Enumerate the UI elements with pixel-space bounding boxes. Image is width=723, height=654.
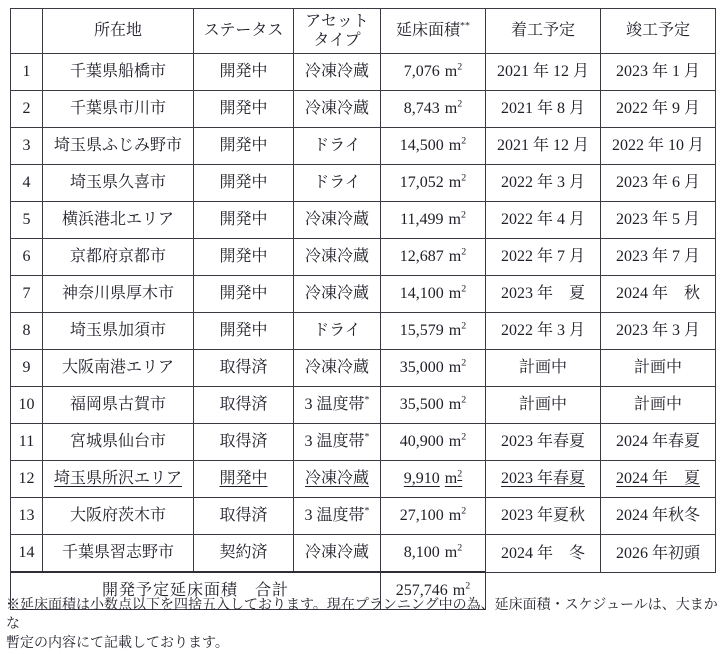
cell-status: 開発中 — [194, 165, 294, 202]
footnote — [6, 597, 718, 654]
table-row — [11, 54, 716, 91]
cell-floor-area: 17,052 $m^2$ — [381, 165, 486, 202]
footnote-line-2: 暫定の内容にて記載しております。 — [6, 635, 229, 651]
cell-asset-type: 冷凍冷蔵 — [294, 202, 381, 239]
cell-location: 埼玉県加須市 — [43, 313, 194, 350]
cell-location: 埼玉県所沢エリア — [43, 461, 194, 498]
cell-floor-area: 14,100 $m^2$ — [381, 276, 486, 313]
cell-asset-type: 冷凍冷蔵 — [294, 91, 381, 128]
cell-location: 横浜港北エリア — [43, 202, 194, 239]
cell-asset-type: 冷凍冷蔵 — [294, 350, 381, 387]
header-status: ステータス — [194, 9, 294, 54]
table-row — [11, 461, 716, 498]
cell-end-date: 2024 年秋冬 — [601, 498, 716, 535]
cell-asset-type: 冷凍冷蔵 — [294, 535, 381, 573]
cell-floor-area: 11,499 $m^2$ — [381, 202, 486, 239]
header-end-date: 竣工予定 — [601, 9, 716, 54]
cell-location: 福岡県古賀市 — [43, 387, 194, 424]
row-number: 2 — [11, 91, 43, 128]
cell-status: 取得済 — [194, 387, 294, 424]
header-row — [11, 9, 716, 54]
row-number: 14 — [11, 535, 43, 573]
cell-asset-type: ドライ — [294, 128, 381, 165]
cell-start-date: 2023 年春夏 — [486, 461, 601, 498]
cell-end-date: 2022 年 9 月 — [601, 91, 716, 128]
cell-floor-area: 14,500 $m^2$ — [381, 128, 486, 165]
cell-floor-area: 7,076 $m^2$ — [381, 54, 486, 91]
cell-start-date: 2021 年 12 月 — [486, 128, 601, 165]
cell-floor-area: 40,900 $m^2$ — [381, 424, 486, 461]
cell-start-date: 2024 年 冬 — [486, 535, 601, 573]
development-pipeline-table — [10, 8, 716, 610]
cell-location: 大阪府茨木市 — [43, 498, 194, 535]
cell-start-date: 2022 年 3 月 — [486, 165, 601, 202]
table-row — [11, 313, 716, 350]
cell-end-date: 2023 年 7 月 — [601, 239, 716, 276]
cell-floor-area: 8,743 $m^2$ — [381, 91, 486, 128]
cell-floor-area: 15,579 $m^2$ — [381, 313, 486, 350]
cell-floor-area: 35,000 $m^2$ — [381, 350, 486, 387]
row-number: 1 — [11, 54, 43, 91]
cell-asset-type: 3 温度帯* — [294, 387, 381, 424]
cell-end-date: 2023 年 3 月 — [601, 313, 716, 350]
table-row — [11, 91, 716, 128]
cell-end-date: 2022 年 10 月 — [601, 128, 716, 165]
row-number: 13 — [11, 498, 43, 535]
cell-start-date: 2023 年春夏 — [486, 424, 601, 461]
cell-status: 開発中 — [194, 313, 294, 350]
cell-status: 開発中 — [194, 239, 294, 276]
cell-asset-type: 冷凍冷蔵 — [294, 54, 381, 91]
cell-location: 宮城県仙台市 — [43, 424, 194, 461]
cell-location: 千葉県船橋市 — [43, 54, 194, 91]
cell-end-date: 2024 年春夏 — [601, 424, 716, 461]
header-asset-type: アセット タイプ — [294, 9, 381, 54]
cell-floor-area: 12,687 $m^2$ — [381, 239, 486, 276]
cell-location: 千葉県市川市 — [43, 91, 194, 128]
cell-floor-area: 9,910 $m^2$ — [381, 461, 486, 498]
cell-start-date: 2021 年 12 月 — [486, 54, 601, 91]
cell-asset-type: ドライ — [294, 313, 381, 350]
cell-start-date: 2021 年 8 月 — [486, 91, 601, 128]
development-table-wrap — [10, 8, 716, 610]
cell-start-date: 計画中 — [486, 387, 601, 424]
row-number: 10 — [11, 387, 43, 424]
cell-status: 開発中 — [194, 202, 294, 239]
cell-end-date: 2024 年 夏 — [601, 461, 716, 498]
cell-status: 取得済 — [194, 498, 294, 535]
cell-status: 開発中 — [194, 276, 294, 313]
corner-cell — [11, 9, 43, 54]
table-row — [11, 165, 716, 202]
cell-end-date: 2023 年 6 月 — [601, 165, 716, 202]
cell-end-date: 2023 年 5 月 — [601, 202, 716, 239]
cell-location: 大阪南港エリア — [43, 350, 194, 387]
row-number: 9 — [11, 350, 43, 387]
cell-asset-type: ドライ — [294, 165, 381, 202]
cell-asset-type: 冷凍冷蔵 — [294, 239, 381, 276]
total-label: 開発予定延床面積 合計 — [11, 572, 381, 610]
table-row — [11, 128, 716, 165]
table-row — [11, 202, 716, 239]
cell-end-date: 2023 年 1 月 — [601, 54, 716, 91]
cell-start-date: 計画中 — [486, 350, 601, 387]
header-start-date: 着工予定 — [486, 9, 601, 54]
cell-start-date: 2022 年 4 月 — [486, 202, 601, 239]
row-number: 4 — [11, 165, 43, 202]
table-row — [11, 498, 716, 535]
cell-asset-type: 冷凍冷蔵 — [294, 276, 381, 313]
cell-asset-type: 3 温度帯* — [294, 498, 381, 535]
cell-status: 取得済 — [194, 350, 294, 387]
cell-start-date: 2022 年 3 月 — [486, 313, 601, 350]
cell-location: 神奈川県厚木市 — [43, 276, 194, 313]
cell-end-date: 2024 年 秋 — [601, 276, 716, 313]
cell-end-date: 計画中 — [601, 350, 716, 387]
cell-start-date: 2022 年 7 月 — [486, 239, 601, 276]
row-number: 12 — [11, 461, 43, 498]
table-row — [11, 424, 716, 461]
cell-location: 埼玉県ふじみ野市 — [43, 128, 194, 165]
table-row — [11, 387, 716, 424]
row-number: 5 — [11, 202, 43, 239]
cell-start-date: 2023 年夏秋 — [486, 498, 601, 535]
table-row — [11, 276, 716, 313]
cell-location: 埼玉県久喜市 — [43, 165, 194, 202]
row-number: 8 — [11, 313, 43, 350]
row-number: 11 — [11, 424, 43, 461]
cell-location: 京都府京都市 — [43, 239, 194, 276]
cell-floor-area: 8,100 $m^2$ — [381, 535, 486, 573]
row-number: 7 — [11, 276, 43, 313]
total-floor-area: 257,746 $m^2$ — [381, 572, 486, 610]
cell-floor-area: 27,100 $m^2$ — [381, 498, 486, 535]
cell-status: 取得済 — [194, 424, 294, 461]
header-location: 所在地 — [43, 9, 194, 54]
cell-end-date: 計画中 — [601, 387, 716, 424]
cell-floor-area: 35,500 $m^2$ — [381, 387, 486, 424]
cell-status: 開発中 — [194, 54, 294, 91]
cell-status: 開発中 — [194, 461, 294, 498]
row-number: 3 — [11, 128, 43, 165]
cell-start-date: 2023 年 夏 — [486, 276, 601, 313]
cell-end-date: 2026 年初頭 — [601, 535, 716, 573]
table-row — [11, 239, 716, 276]
table-row — [11, 535, 716, 573]
cell-asset-type: 冷凍冷蔵 — [294, 461, 381, 498]
cell-location: 千葉県習志野市 — [43, 535, 194, 573]
header-floor-area: 延床面積** — [381, 9, 486, 54]
cell-status: 開発中 — [194, 128, 294, 165]
cell-asset-type: 3 温度帯* — [294, 424, 381, 461]
cell-status: 開発中 — [194, 91, 294, 128]
table-row — [11, 350, 716, 387]
row-number: 6 — [11, 239, 43, 276]
cell-status: 契約済 — [194, 535, 294, 573]
footnote-line-1: ※延床面積は小数点以下を四捨五入しております。現在プランニング中の為、延床面積・スケジュールは、大まかな — [6, 598, 718, 632]
